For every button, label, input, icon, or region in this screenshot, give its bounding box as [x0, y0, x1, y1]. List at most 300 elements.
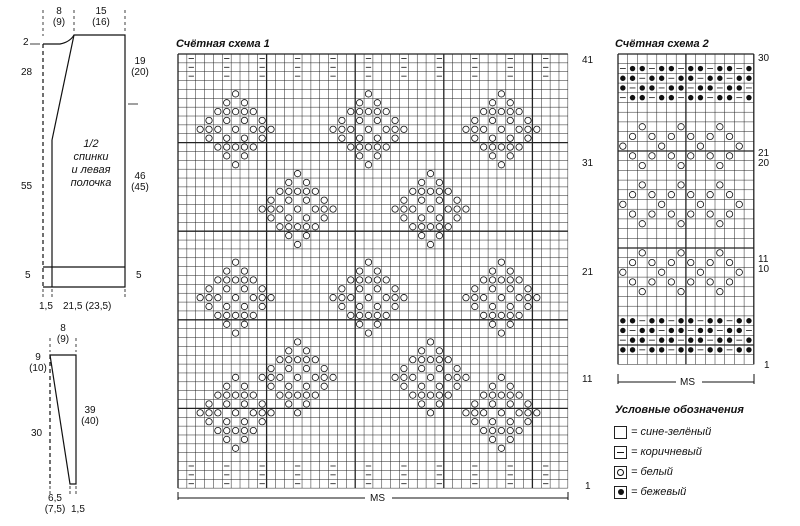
white-stitch-circle [303, 188, 309, 194]
scheme1-row-label: 21 [582, 267, 594, 278]
white-stitch-circle [241, 303, 247, 309]
white-stitch-circle [356, 108, 362, 114]
white-stitch-circle [268, 374, 274, 380]
white-stitch-circle [498, 162, 504, 168]
white-stitch-circle [410, 374, 416, 380]
white-stitch-circle [303, 224, 309, 230]
white-stitch-circle [480, 108, 486, 114]
white-stitch-circle [410, 224, 416, 230]
white-stitch-circle [294, 206, 300, 212]
white-stitch-circle [259, 401, 265, 407]
white-stitch-circle [277, 206, 283, 212]
beige-stitch-dot [630, 337, 635, 342]
sleeve-bottom-left-label: 6,5 (7,5) [44, 493, 66, 515]
white-stitch-circle [668, 259, 674, 265]
white-stitch-circle [620, 269, 626, 275]
white-stitch-circle [241, 117, 247, 123]
white-stitch-circle [259, 419, 265, 425]
white-stitch-circle [401, 374, 407, 380]
sleeve-bottom-right-label: 1,5 [71, 504, 85, 515]
sleeve-right-label: 39 (40) [81, 405, 99, 427]
white-stitch-circle [374, 117, 380, 123]
white-stitch-circle [294, 188, 300, 194]
white-stitch-circle [489, 392, 495, 398]
white-stitch-circle [241, 268, 247, 274]
white-stitch-circle [525, 294, 531, 300]
white-stitch-circle [736, 143, 742, 149]
white-stitch-circle [697, 269, 703, 275]
beige-stitch-dot [688, 95, 693, 100]
beige-stitch-dot [746, 95, 751, 100]
white-stitch-circle [649, 191, 655, 197]
white-stitch-circle [401, 126, 407, 132]
white-stitch-circle [215, 410, 221, 416]
white-stitch-circle [356, 321, 362, 327]
white-stitch-circle [717, 182, 723, 188]
white-stitch-circle [215, 126, 221, 132]
white-stitch-circle [707, 133, 713, 139]
white-stitch-circle [688, 279, 694, 285]
white-stitch-circle [197, 294, 203, 300]
scheme1-grid [178, 54, 568, 488]
white-stitch-circle [330, 206, 336, 212]
white-stitch-circle [232, 144, 238, 150]
white-stitch-circle [241, 419, 247, 425]
beige-stitch-dot [737, 318, 742, 323]
white-stitch-circle [516, 392, 522, 398]
white-stitch-circle [489, 436, 495, 442]
white-stitch-circle [507, 312, 513, 318]
beige-stitch-dot [688, 76, 693, 81]
white-stitch-circle [688, 259, 694, 265]
white-stitch-circle [312, 188, 318, 194]
white-stitch-circle [286, 215, 292, 221]
back-neck-label: 15 (16) [92, 6, 110, 28]
white-stitch-circle [678, 124, 684, 130]
white-stitch-circle [639, 221, 645, 227]
back-piece-caption: 1/2 спинки и левая полочка [70, 138, 112, 189]
beige-stitch-dot [678, 347, 683, 352]
white-stitch-circle [489, 277, 495, 283]
white-stitch-circle [717, 124, 723, 130]
white-stitch-circle [286, 348, 292, 354]
beige-stitch-dot [659, 66, 664, 71]
white-stitch-circle [374, 277, 380, 283]
back-right-side-label: 46 (45) [131, 171, 149, 193]
white-stitch-circle [365, 126, 371, 132]
white-stitch-circle [348, 108, 354, 114]
white-stitch-circle [303, 232, 309, 238]
white-stitch-circle [241, 427, 247, 433]
white-stitch-circle [303, 401, 309, 407]
white-stitch-circle [356, 117, 362, 123]
white-stitch-circle [427, 206, 433, 212]
white-stitch-circle [480, 144, 486, 150]
white-stitch-circle [525, 419, 531, 425]
white-stitch-circle [321, 383, 327, 389]
white-stitch-circle [374, 144, 380, 150]
white-stitch-circle [436, 232, 442, 238]
white-stitch-circle [250, 312, 256, 318]
white-stitch-circle [454, 197, 460, 203]
back-right-armhole-label: 19 (20) [131, 56, 149, 78]
white-stitch-circle [489, 144, 495, 150]
white-stitch-circle [206, 286, 212, 292]
white-stitch-circle [312, 392, 318, 398]
white-stitch-circle [232, 259, 238, 265]
white-stitch-circle [224, 321, 230, 327]
beige-stitch-dot [678, 328, 683, 333]
white-stitch-circle [525, 401, 531, 407]
white-stitch-circle [224, 117, 230, 123]
legend-title: Условные обозначения [615, 404, 744, 416]
white-stitch-circle [454, 365, 460, 371]
white-stitch-circle [339, 126, 345, 132]
white-stitch-circle [472, 117, 478, 123]
white-stitch-circle [427, 188, 433, 194]
legend-item: = коричневый [614, 444, 702, 460]
beige-stitch-dot [698, 66, 703, 71]
white-stitch-circle [206, 419, 212, 425]
white-stitch-circle [365, 330, 371, 336]
white-stitch-circle [250, 126, 256, 132]
beige-stitch-dot [727, 85, 732, 90]
white-stitch-circle [668, 153, 674, 159]
beige-stitch-dot [688, 347, 693, 352]
scheme2-row-label: 20 [758, 158, 770, 169]
white-stitch-circle [224, 312, 230, 318]
white-stitch-circle [507, 100, 513, 106]
white-stitch-circle [241, 277, 247, 283]
white-stitch-circle [707, 211, 713, 217]
white-stitch-circle [418, 232, 424, 238]
white-stitch-circle [303, 383, 309, 389]
white-stitch-circle [639, 124, 645, 130]
white-stitch-circle [525, 135, 531, 141]
white-stitch-circle [294, 170, 300, 176]
white-stitch-circle [339, 286, 345, 292]
beige-stitch-dot [707, 347, 712, 352]
white-stitch-circle [498, 410, 504, 416]
white-stitch-circle [472, 135, 478, 141]
white-stitch-circle [507, 321, 513, 327]
white-stitch-circle [507, 303, 513, 309]
white-stitch-circle [250, 144, 256, 150]
white-stitch-circle [427, 374, 433, 380]
white-stitch-circle [224, 153, 230, 159]
white-stitch-circle [241, 108, 247, 114]
white-stitch-circle [516, 108, 522, 114]
white-stitch-circle [463, 410, 469, 416]
beige-stitch-dot [688, 337, 693, 342]
white-stitch-circle [321, 206, 327, 212]
white-stitch-circle [620, 143, 626, 149]
beige-stitch-dot [746, 318, 751, 323]
white-stitch-circle [410, 188, 416, 194]
white-stitch-circle [525, 303, 531, 309]
white-stitch-circle [436, 188, 442, 194]
beige-stitch-dot [620, 347, 625, 352]
white-stitch-circle [707, 279, 713, 285]
white-stitch-circle [534, 410, 540, 416]
white-stitch-circle [688, 211, 694, 217]
white-stitch-circle [726, 211, 732, 217]
beige-stitch-dot [669, 85, 674, 90]
white-stitch-circle [649, 211, 655, 217]
white-stitch-circle [356, 286, 362, 292]
white-stitch-circle [330, 374, 336, 380]
white-stitch-circle [726, 191, 732, 197]
white-stitch-circle [678, 221, 684, 227]
white-stitch-circle [259, 410, 265, 416]
white-stitch-circle [374, 108, 380, 114]
white-stitch-circle [224, 419, 230, 425]
white-stitch-circle [356, 277, 362, 283]
beige-stitch-dot [640, 66, 645, 71]
white-stitch-circle [707, 153, 713, 159]
white-stitch-circle [392, 303, 398, 309]
white-stitch-circle [480, 392, 486, 398]
white-stitch-circle [250, 427, 256, 433]
white-stitch-circle [392, 206, 398, 212]
white-stitch-circle [392, 374, 398, 380]
white-stitch-circle [356, 303, 362, 309]
white-stitch-circle [232, 445, 238, 451]
dash-square-icon [614, 446, 627, 459]
white-stitch-circle [259, 206, 265, 212]
beige-stitch-dot [659, 95, 664, 100]
white-stitch-circle [286, 356, 292, 362]
white-stitch-circle [516, 144, 522, 150]
white-stitch-circle [507, 419, 513, 425]
white-stitch-circle [463, 374, 469, 380]
white-stitch-circle [224, 135, 230, 141]
beige-stitch-dot [659, 76, 664, 81]
beige-stitch-dot [669, 328, 674, 333]
white-stitch-circle [507, 401, 513, 407]
white-stitch-circle [436, 356, 442, 362]
white-stitch-circle [215, 108, 221, 114]
beige-stitch-dot [717, 66, 722, 71]
white-stitch-circle [294, 356, 300, 362]
white-stitch-circle [286, 383, 292, 389]
white-stitch-circle [232, 392, 238, 398]
white-stitch-circle [736, 269, 742, 275]
white-stitch-circle [206, 410, 212, 416]
white-stitch-circle [259, 126, 265, 132]
white-stitch-circle [365, 277, 371, 283]
scheme2-title: Счётная схема 2 [615, 38, 709, 50]
scheme1-row-label: 11 [582, 374, 593, 385]
white-stitch-circle [489, 401, 495, 407]
white-stitch-circle [383, 294, 389, 300]
beige-stitch-dot [669, 66, 674, 71]
white-stitch-circle [498, 427, 504, 433]
beige-stitch-dot [746, 337, 751, 342]
beige-stitch-dot [630, 76, 635, 81]
white-stitch-circle [365, 162, 371, 168]
white-stitch-circle [259, 117, 265, 123]
white-stitch-circle [303, 215, 309, 221]
beige-stitch-dot [737, 85, 742, 90]
white-stitch-circle [489, 153, 495, 159]
white-stitch-circle [356, 268, 362, 274]
white-stitch-circle [697, 143, 703, 149]
white-stitch-circle [312, 374, 318, 380]
scheme2-row-label: 30 [758, 53, 770, 64]
white-stitch-circle [516, 427, 522, 433]
white-stitch-circle [250, 108, 256, 114]
white-stitch-circle [268, 197, 274, 203]
white-stitch-circle [445, 206, 451, 212]
beige-stitch-dot [620, 76, 625, 81]
beige-stitch-dot [746, 76, 751, 81]
white-stitch-circle [489, 427, 495, 433]
white-stitch-circle [668, 279, 674, 285]
white-stitch-circle [629, 211, 635, 217]
white-stitch-circle [401, 197, 407, 203]
white-stitch-circle [489, 303, 495, 309]
white-stitch-circle [445, 374, 451, 380]
beige-stitch-dot [717, 347, 722, 352]
white-stitch-circle [498, 277, 504, 283]
white-stitch-circle [259, 294, 265, 300]
circle-square-icon [614, 466, 627, 479]
beige-stitch-dot [640, 337, 645, 342]
white-stitch-circle [498, 445, 504, 451]
scheme2-row-label: 10 [758, 264, 770, 275]
beige-stitch-dot [737, 328, 742, 333]
white-stitch-circle [321, 215, 327, 221]
white-stitch-circle [277, 224, 283, 230]
white-stitch-circle [498, 91, 504, 97]
white-stitch-circle [374, 312, 380, 318]
white-stitch-circle [232, 427, 238, 433]
white-stitch-circle [436, 348, 442, 354]
white-stitch-circle [330, 126, 336, 132]
white-stitch-circle [250, 410, 256, 416]
white-stitch-circle [516, 277, 522, 283]
beige-stitch-dot [678, 85, 683, 90]
white-stitch-circle [629, 133, 635, 139]
beige-stitch-dot [649, 76, 654, 81]
white-stitch-circle [418, 224, 424, 230]
white-stitch-circle [268, 410, 274, 416]
white-stitch-circle [717, 250, 723, 256]
scheme2-row-label: 11 [758, 254, 769, 265]
white-stitch-circle [507, 436, 513, 442]
white-stitch-circle [427, 356, 433, 362]
white-stitch-circle [215, 144, 221, 150]
white-stitch-circle [250, 277, 256, 283]
white-stitch-circle [277, 392, 283, 398]
white-stitch-circle [401, 294, 407, 300]
white-stitch-circle [472, 401, 478, 407]
white-stitch-circle [480, 126, 486, 132]
scheme1-ms-label: MS [370, 493, 385, 504]
white-stitch-circle [294, 410, 300, 416]
white-stitch-circle [668, 211, 674, 217]
white-stitch-circle [224, 268, 230, 274]
white-stitch-circle [401, 365, 407, 371]
white-stitch-circle [224, 144, 230, 150]
sleeve-left-top-label: 9 (10) [29, 352, 47, 374]
white-stitch-circle [717, 288, 723, 294]
white-stitch-circle [303, 348, 309, 354]
white-stitch-circle [463, 294, 469, 300]
white-stitch-circle [348, 126, 354, 132]
white-stitch-circle [401, 383, 407, 389]
white-stitch-circle [224, 303, 230, 309]
white-stitch-circle [365, 259, 371, 265]
white-stitch-circle [277, 374, 283, 380]
white-stitch-circle [480, 312, 486, 318]
beige-stitch-dot [669, 337, 674, 342]
white-stitch-circle [480, 410, 486, 416]
beige-stitch-dot [717, 76, 722, 81]
white-stitch-circle [454, 215, 460, 221]
beige-stitch-dot [659, 347, 664, 352]
white-stitch-circle [498, 294, 504, 300]
white-stitch-circle [649, 133, 655, 139]
white-stitch-circle [507, 144, 513, 150]
white-stitch-circle [348, 312, 354, 318]
beige-stitch-dot [737, 347, 742, 352]
beige-stitch-dot [707, 76, 712, 81]
white-stitch-circle [206, 117, 212, 123]
white-stitch-circle [516, 126, 522, 132]
white-stitch-circle [241, 436, 247, 442]
white-stitch-circle [688, 153, 694, 159]
beige-stitch-dot [727, 95, 732, 100]
white-stitch-circle [348, 144, 354, 150]
white-stitch-circle [321, 374, 327, 380]
white-stitch-circle [463, 126, 469, 132]
white-stitch-circle [436, 383, 442, 389]
white-stitch-circle [286, 188, 292, 194]
white-stitch-circle [303, 392, 309, 398]
white-stitch-circle [418, 179, 424, 185]
beige-stitch-dot [620, 85, 625, 90]
white-stitch-circle [206, 401, 212, 407]
beige-stitch-dot [630, 347, 635, 352]
white-stitch-circle [507, 286, 513, 292]
white-stitch-circle [224, 277, 230, 283]
back-bottom-edge-label: 1,5 [39, 301, 53, 312]
white-stitch-circle [206, 303, 212, 309]
white-stitch-circle [241, 401, 247, 407]
white-stitch-circle [498, 259, 504, 265]
beige-stitch-dot [659, 337, 664, 342]
white-stitch-circle [286, 401, 292, 407]
white-stitch-circle [525, 410, 531, 416]
white-stitch-circle [241, 286, 247, 292]
white-stitch-circle [241, 144, 247, 150]
white-stitch-circle [418, 383, 424, 389]
sleeve-top-label: 8 (9) [56, 323, 70, 345]
white-stitch-circle [489, 100, 495, 106]
beige-stitch-dot [746, 66, 751, 71]
white-stitch-circle [365, 294, 371, 300]
beige-stitch-dot [620, 318, 625, 323]
white-stitch-circle [489, 321, 495, 327]
white-stitch-circle [365, 91, 371, 97]
white-stitch-circle [436, 215, 442, 221]
white-stitch-circle [232, 374, 238, 380]
white-stitch-circle [707, 191, 713, 197]
beige-stitch-dot [669, 95, 674, 100]
white-stitch-circle [286, 365, 292, 371]
